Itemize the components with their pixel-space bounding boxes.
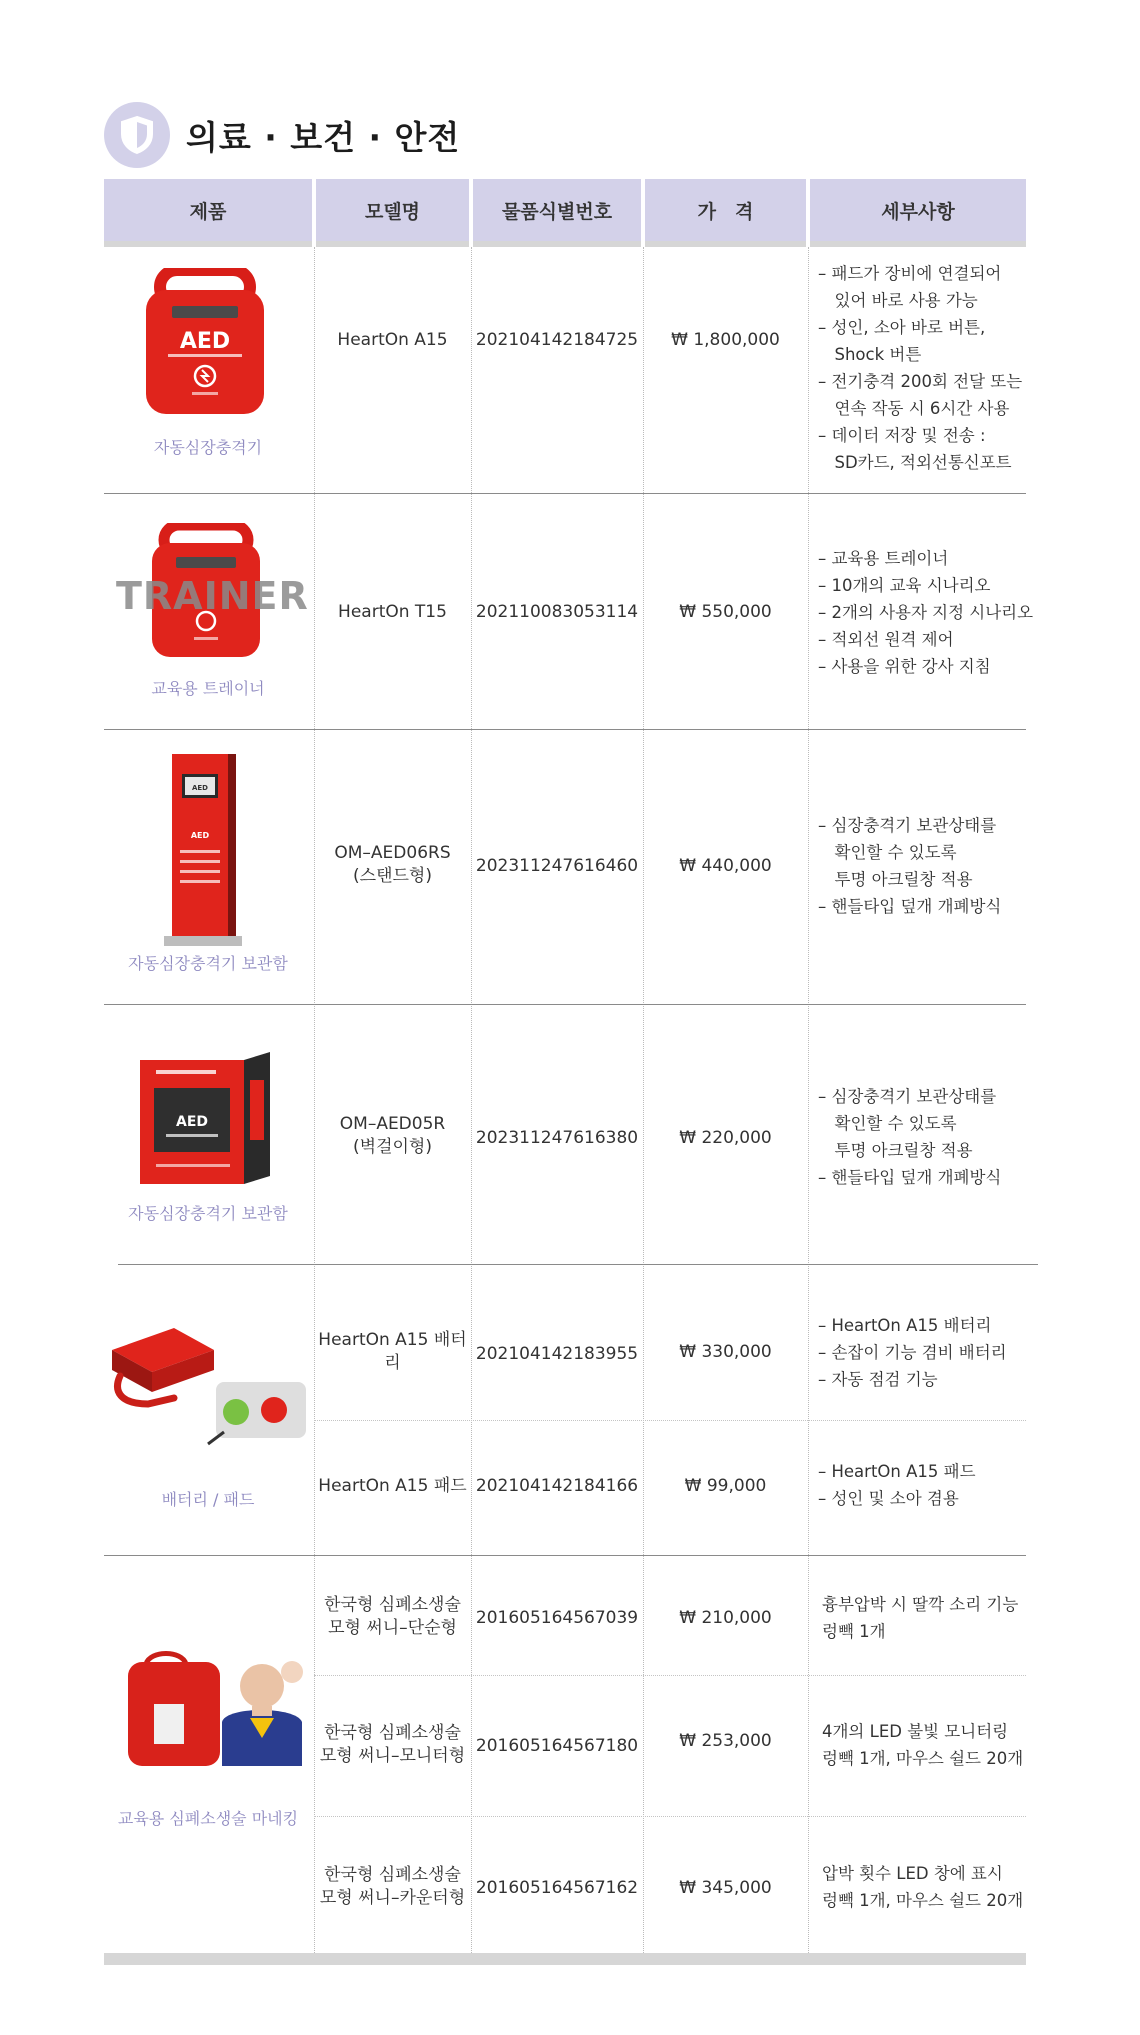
column-divider bbox=[808, 247, 809, 1953]
detail-line: – 핸들타입 덮개 개폐방식 bbox=[818, 1168, 1002, 1187]
row-divider bbox=[118, 1264, 1038, 1265]
details-list bbox=[818, 545, 1033, 680]
product-id: 201605164567180 bbox=[475, 1735, 639, 1756]
price: ₩ 220,000 bbox=[679, 1127, 772, 1148]
header-product: 제품 bbox=[104, 179, 312, 247]
detail-line: 압박 횟수 LED 창에 표시 bbox=[822, 1864, 1003, 1883]
model-name-line: OM–AED05R bbox=[339, 1114, 446, 1134]
header-price: 가 격 bbox=[645, 179, 806, 247]
detail-line: – 전기충격 200회 전달 또는 bbox=[818, 372, 1023, 391]
detail-line: – 교육용 트레이너 bbox=[818, 549, 949, 568]
row-divider bbox=[104, 1004, 1026, 1005]
model-name-line: (스탠드형) bbox=[353, 866, 432, 886]
detail-line: – 심장충격기 보관상태를 bbox=[818, 1087, 997, 1106]
detail-line: – 패드가 장비에 연결되어 bbox=[818, 264, 1002, 283]
product-id: 201605164567039 bbox=[475, 1607, 639, 1628]
details-list bbox=[818, 1083, 1001, 1191]
product-id: 202311247616460 bbox=[475, 855, 639, 876]
details-list bbox=[818, 1458, 976, 1512]
product-label: 교육용 트레이너 bbox=[151, 679, 265, 698]
model-name-line: 한국형 심폐소생술 bbox=[324, 1595, 461, 1615]
trainer-overlay-text: TRAINER bbox=[116, 574, 309, 618]
details-list bbox=[822, 1591, 1018, 1645]
page-title: 의료 · 보건 · 안전 bbox=[186, 117, 461, 157]
model-name: HeartOn A15 bbox=[337, 329, 448, 350]
model-name-line: 모형 써니–카운터형 bbox=[319, 1888, 466, 1908]
detail-line: Shock 버튼 bbox=[818, 345, 922, 364]
product-id: 202110083053114 bbox=[475, 601, 639, 622]
details-list bbox=[818, 812, 1001, 920]
model-name-line: (벽걸이형) bbox=[353, 1137, 432, 1157]
price: ₩ 99,000 bbox=[684, 1475, 767, 1496]
price: ₩ 550,000 bbox=[679, 601, 772, 622]
detail-line: – 심장충격기 보관상태를 bbox=[818, 816, 997, 835]
detail-line: 렁빽 1개, 마우스 쉴드 20개 bbox=[822, 1891, 1024, 1910]
detail-line: 있어 바로 사용 가능 bbox=[818, 291, 978, 310]
sub-row-divider bbox=[314, 1675, 1026, 1676]
aed-stand-cabinet-image bbox=[162, 750, 242, 954]
model-name: HeartOn A15 배터리 bbox=[318, 1330, 467, 1373]
price: ₩ 210,000 bbox=[679, 1607, 772, 1628]
product-label: 배터리 / 패드 bbox=[161, 1490, 255, 1509]
model-name bbox=[316, 1592, 469, 1642]
price: ₩ 345,000 bbox=[679, 1877, 772, 1898]
header-model: 모델명 bbox=[316, 179, 469, 247]
shield-icon bbox=[104, 102, 170, 168]
model-name-line: OM–AED06RS bbox=[334, 843, 451, 863]
detail-line: 렁빽 1개, 마우스 쉴드 20개 bbox=[822, 1749, 1024, 1768]
detail-line: 투명 아크릴창 적용 bbox=[818, 1141, 973, 1160]
model-name bbox=[316, 840, 469, 890]
product-id: 202104142183955 bbox=[475, 1343, 639, 1364]
product-label: 자동심장충격기 bbox=[153, 438, 263, 457]
detail-line: – HeartOn A15 패드 bbox=[818, 1462, 976, 1481]
model-name-line: 한국형 심폐소생술 bbox=[324, 1865, 461, 1885]
model-name: HeartOn T15 bbox=[338, 601, 447, 622]
detail-line: 확인할 수 있도록 bbox=[818, 843, 957, 862]
model-name-line: 한국형 심폐소생술 bbox=[324, 1723, 461, 1743]
model-name-line: 모형 써니–모니터형 bbox=[319, 1746, 466, 1766]
detail-line: – HeartOn A15 배터리 bbox=[818, 1316, 992, 1335]
price: ₩ 253,000 bbox=[679, 1730, 772, 1751]
detail-line: – 사용을 위한 강사 지침 bbox=[818, 657, 991, 676]
details-list bbox=[822, 1860, 1023, 1914]
product-id: 201605164567162 bbox=[475, 1877, 639, 1898]
svg-text:AED: AED bbox=[191, 784, 209, 792]
aed-device-image bbox=[142, 268, 268, 422]
svg-text:AED: AED bbox=[179, 329, 231, 354]
battery-pad-image bbox=[104, 1320, 314, 1454]
price: ₩ 330,000 bbox=[679, 1341, 772, 1362]
detail-line: 4개의 LED 불빛 모니터링 bbox=[822, 1722, 1009, 1741]
details-list bbox=[822, 1718, 1023, 1772]
model-name bbox=[316, 1111, 469, 1161]
column-divider bbox=[314, 247, 315, 1953]
detail-line: 연속 작동 시 6시간 사용 bbox=[818, 399, 1010, 418]
detail-line: – 핸들타입 덮개 개폐방식 bbox=[818, 897, 1002, 916]
detail-line: – 손잡이 기능 겸비 배터리 bbox=[818, 1343, 1007, 1362]
detail-line: SD카드, 적외선통신포트 bbox=[818, 453, 1012, 472]
detail-line: – 데이터 저장 및 전송 : bbox=[818, 426, 986, 445]
product-label: 교육용 심폐소생술 마네킹 bbox=[117, 1809, 299, 1828]
sub-row-divider bbox=[314, 1420, 1026, 1421]
price: ₩ 1,800,000 bbox=[671, 329, 780, 350]
detail-line: 렁빽 1개 bbox=[822, 1622, 886, 1641]
details-list bbox=[818, 1312, 1007, 1393]
table-bottom-bar bbox=[104, 1953, 1026, 1965]
svg-text:AED: AED bbox=[190, 831, 210, 840]
sub-row-divider bbox=[314, 1816, 1026, 1817]
detail-line: – 성인, 소아 바로 버튼, bbox=[818, 318, 986, 337]
details-list bbox=[818, 260, 1022, 476]
cpr-manikin-image bbox=[126, 1642, 306, 1778]
detail-line: – 성인 및 소아 겸용 bbox=[818, 1489, 959, 1508]
model-name-line: 모형 써니–단순형 bbox=[328, 1618, 457, 1638]
product-label: 자동심장충격기 보관함 bbox=[128, 954, 288, 973]
header-id: 물품식별번호 bbox=[473, 179, 641, 247]
svg-text:AED: AED bbox=[175, 1114, 209, 1130]
header-details: 세부사항 bbox=[810, 179, 1026, 247]
product-id: 202104142184166 bbox=[475, 1475, 639, 1496]
model-name bbox=[316, 1720, 469, 1770]
detail-line: – 2개의 사용자 지정 시나리오 bbox=[818, 603, 1034, 622]
detail-line: – 자동 점검 기능 bbox=[818, 1370, 938, 1389]
price: ₩ 440,000 bbox=[679, 855, 772, 876]
section-title-wrap bbox=[104, 101, 460, 169]
row-divider bbox=[104, 1555, 1026, 1556]
detail-line: 흉부압박 시 딸깍 소리 기능 bbox=[822, 1595, 1019, 1614]
detail-line: 투명 아크릴창 적용 bbox=[818, 870, 973, 889]
product-label: 자동심장충격기 보관함 bbox=[128, 1204, 288, 1223]
column-divider bbox=[471, 247, 472, 1953]
detail-line: 확인할 수 있도록 bbox=[818, 1114, 957, 1133]
product-id: 202104142184725 bbox=[475, 329, 639, 350]
model-name bbox=[316, 1862, 469, 1912]
detail-line: – 10개의 교육 시나리오 bbox=[818, 576, 991, 595]
aed-wall-cabinet-image bbox=[138, 1050, 274, 1194]
detail-line: – 적외선 원격 제어 bbox=[818, 630, 954, 649]
column-divider bbox=[643, 247, 644, 1953]
product-id: 202311247616380 bbox=[475, 1127, 639, 1148]
row-divider bbox=[104, 493, 1026, 494]
model-name: HeartOn A15 패드 bbox=[318, 1475, 467, 1496]
row-divider bbox=[104, 729, 1026, 730]
